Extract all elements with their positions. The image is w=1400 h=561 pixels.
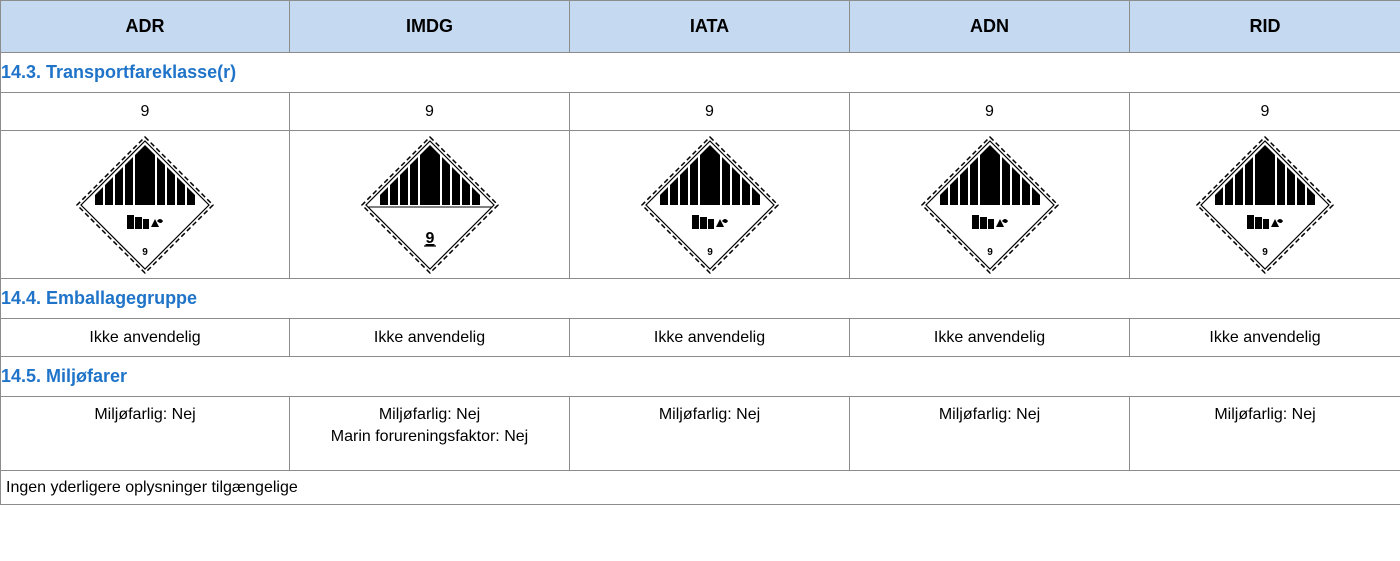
hazard-label-cell <box>290 131 570 279</box>
hazard-label-number: 9 <box>1262 246 1268 258</box>
hazard-label-row <box>1 131 1400 279</box>
transport-class-cell: 9 <box>1 93 290 131</box>
environmental-hazard-cell <box>1130 397 1400 471</box>
environmental-hazard-cell <box>850 397 1130 471</box>
column-header-adn: ADN <box>850 1 1130 53</box>
hazard-class-9-icon <box>360 135 500 275</box>
hazard-label-number: 9 <box>706 246 713 258</box>
packing-group-cell: Ikke anvendelig <box>570 319 850 357</box>
packing-group-cell: Ikke anvendelig <box>1130 319 1400 357</box>
packing-group-row <box>1 319 1400 357</box>
environmental-hazard-text: Miljøfarlig: Nej <box>938 406 1041 423</box>
hazard-class-9-lithium-battery-icon <box>640 135 780 275</box>
hazard-label-number: 9 <box>142 246 148 258</box>
column-header-imdg: IMDG <box>290 1 570 53</box>
hazard-class-9-lithium-battery-icon <box>920 135 1060 275</box>
environmental-hazards-row <box>1 397 1400 471</box>
section-row-transport-class <box>1 53 1400 93</box>
hazard-label-cell <box>1130 131 1400 279</box>
transport-class-cell: 9 <box>850 93 1130 131</box>
column-header-adr: ADR <box>1 1 290 53</box>
environmental-hazard-text: Miljøfarlig: Nej <box>1214 406 1316 423</box>
environmental-hazard-text: Miljøfarlig: Nej <box>378 406 481 423</box>
packing-group-cell: Ikke anvendelig <box>1 319 290 357</box>
environmental-hazard-cell <box>290 397 570 471</box>
packing-group-cell: Ikke anvendelig <box>290 319 570 357</box>
header-row <box>1 1 1400 53</box>
hazard-label-cell <box>850 131 1130 279</box>
hazard-label-number: 9 <box>425 229 434 247</box>
hazard-label-cell <box>1 131 290 279</box>
section-title-packing-group: 14.4. Emballagegruppe <box>1 279 1400 319</box>
column-header-iata: IATA <box>570 1 850 53</box>
transport-class-cell: 9 <box>570 93 850 131</box>
marine-pollutant-text: Marin forureningsfaktor: Nej <box>330 428 529 445</box>
environmental-hazard-cell <box>570 397 850 471</box>
section-row-packing-group <box>1 279 1400 319</box>
section-title-environmental-hazards: 14.5. Miljøfarer <box>1 357 1400 397</box>
hazard-class-9-lithium-battery-icon <box>75 135 215 275</box>
transport-class-cell: 9 <box>290 93 570 131</box>
section-title-transport-class: 14.3. Transportfareklasse(r) <box>1 53 1400 93</box>
column-header-rid: RID <box>1130 1 1400 53</box>
hazard-label-number: 9 <box>986 246 993 258</box>
transport-class-cell: 9 <box>1130 93 1400 131</box>
environmental-hazard-cell <box>1 397 290 471</box>
hazard-class-9-lithium-battery-icon <box>1195 135 1335 275</box>
additional-info-note: Ingen yderligere oplysninger tilgængelige <box>1 471 1400 505</box>
transport-class-row <box>1 93 1400 131</box>
hazard-label-cell <box>570 131 850 279</box>
section-row-environmental-hazards <box>1 357 1400 397</box>
environmental-hazard-text: Miljøfarlig: Nej <box>658 406 761 423</box>
note-row <box>1 471 1400 505</box>
environmental-hazard-text: Miljøfarlig: Nej <box>94 406 196 423</box>
packing-group-cell: Ikke anvendelig <box>850 319 1130 357</box>
